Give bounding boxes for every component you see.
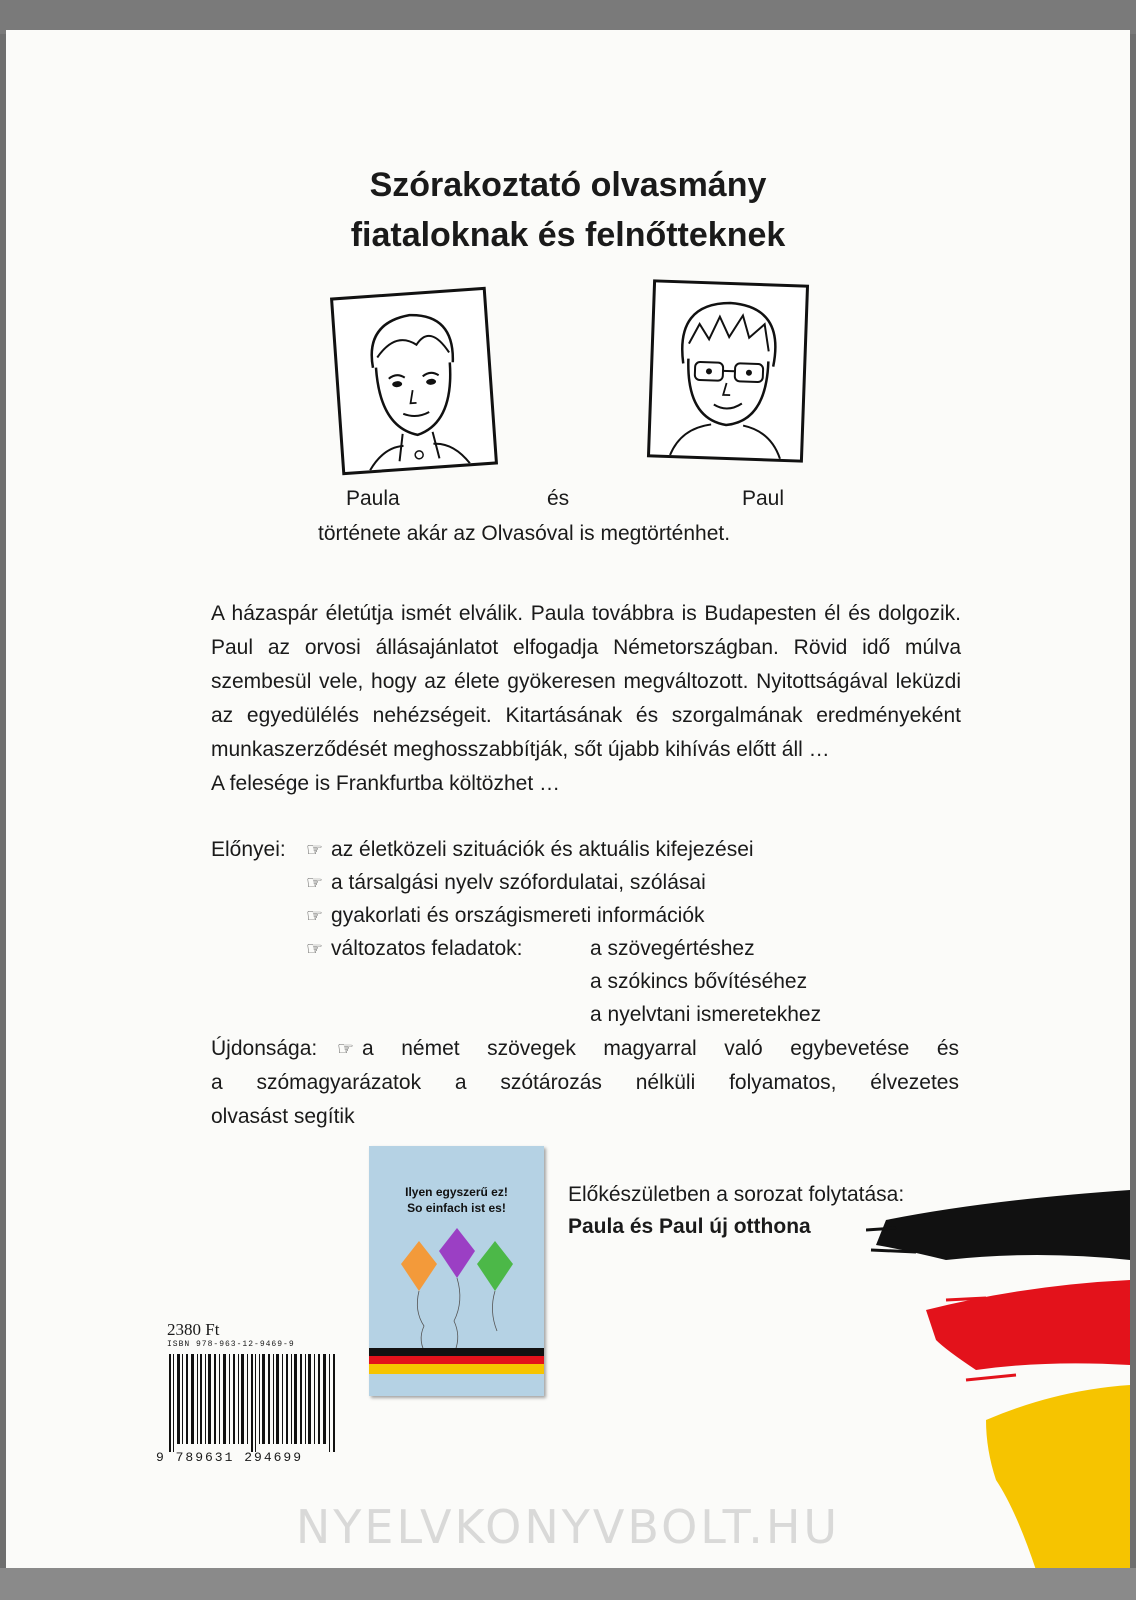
pointing-hand-icon: ☞ bbox=[337, 1039, 355, 1060]
synopsis-paragraph: A házaspár életútja ismét elválik. Paula továbbra is Budapesten él és dolgozik. Paul az orvosi állásajánlatot elfogadja Németországban. Rövid idő múlva szembesül vele, hogy az élete gyökeresen megváltozott. Nyitottságával leküzdi az egyedülélés nehézségeit. Kitartásának és szorgalmának eredményeként munkaszerződését meghosszabbítják, sőt újabb kihívás előtt áll … bbox=[211, 602, 961, 761]
next-book-name: Paula és Paul új otthona bbox=[568, 1215, 811, 1238]
synopsis-paragraph: A felesége is Frankfurtba költözhet … bbox=[211, 772, 561, 795]
paul-drawing bbox=[650, 282, 806, 459]
advantage-text: az életközeli szituációk és aktuális kifejezései bbox=[331, 838, 754, 861]
advantage-text: változatos feladatok: bbox=[331, 937, 523, 960]
price: 2380 Ft bbox=[167, 1320, 220, 1339]
novelty-label: Újdonsága: bbox=[211, 1037, 318, 1060]
kites-illustration bbox=[369, 1146, 544, 1396]
advantage-item bbox=[306, 833, 754, 868]
pointing-hand-icon: ☞ bbox=[306, 939, 324, 960]
barcode-bars bbox=[167, 1354, 339, 1452]
book-back-cover bbox=[6, 30, 1130, 1570]
next-book-title-line-1: Ilyen egyszerű ez! bbox=[405, 1185, 508, 1199]
next-book-title-line-2: So einfach ist es! bbox=[407, 1201, 506, 1215]
paula-drawing bbox=[333, 290, 495, 472]
advantage-item bbox=[306, 866, 706, 901]
bottom-edge bbox=[0, 1568, 1136, 1600]
es-conjunction: és bbox=[547, 487, 570, 510]
novelty-line bbox=[337, 1032, 959, 1067]
heading-line-1: Szórakoztató olvasmány bbox=[369, 166, 767, 204]
pointing-hand-icon: ☞ bbox=[306, 873, 324, 894]
paul-label: Paul bbox=[742, 487, 785, 510]
task-item: a nyelvtani ismeretekhez bbox=[590, 1003, 822, 1026]
advantage-text: gyakorlati és országismereti információk bbox=[331, 904, 705, 927]
pointing-hand-icon: ☞ bbox=[306, 906, 324, 927]
portraits-caption: története akár az Olvasóval is megtörténhet. bbox=[318, 522, 731, 545]
next-book-cover bbox=[369, 1146, 544, 1396]
novelty-line: a szómagyarázatok a szótározás nélküli folyamatos, élvezetes bbox=[211, 1071, 959, 1094]
advantage-item bbox=[306, 932, 523, 967]
barcode-digits: 9 789631 294699 bbox=[156, 1450, 304, 1465]
advantage-item bbox=[306, 899, 705, 934]
advantages-label: Előnyei: bbox=[211, 838, 286, 861]
top-edge bbox=[0, 0, 1136, 34]
heading-line-2: fiataloknak és felnőtteknek bbox=[350, 216, 786, 254]
task-item: a szövegértéshez bbox=[590, 937, 755, 960]
isbn: ISBN 978-963-12-9469-9 bbox=[167, 1340, 295, 1349]
pointing-hand-icon: ☞ bbox=[306, 840, 324, 861]
task-item: a szókincs bővítéséhez bbox=[590, 970, 808, 993]
paul-portrait bbox=[647, 279, 809, 462]
novelty-text: a német szövegek magyarral való egybevetése és bbox=[362, 1037, 959, 1060]
paula-label: Paula bbox=[346, 487, 400, 510]
novelty-line: olvasást segítik bbox=[211, 1105, 355, 1128]
advantage-text: a társalgási nyelv szófordulatai, szólásai bbox=[331, 871, 706, 894]
next-book-heading: Előkészületben a sorozat folytatása: bbox=[568, 1183, 905, 1206]
cover-heading bbox=[6, 160, 1130, 260]
paula-portrait bbox=[330, 287, 498, 475]
synopsis bbox=[211, 597, 961, 801]
watermark: NYELVKONYVBOLT.HU bbox=[295, 1500, 841, 1554]
